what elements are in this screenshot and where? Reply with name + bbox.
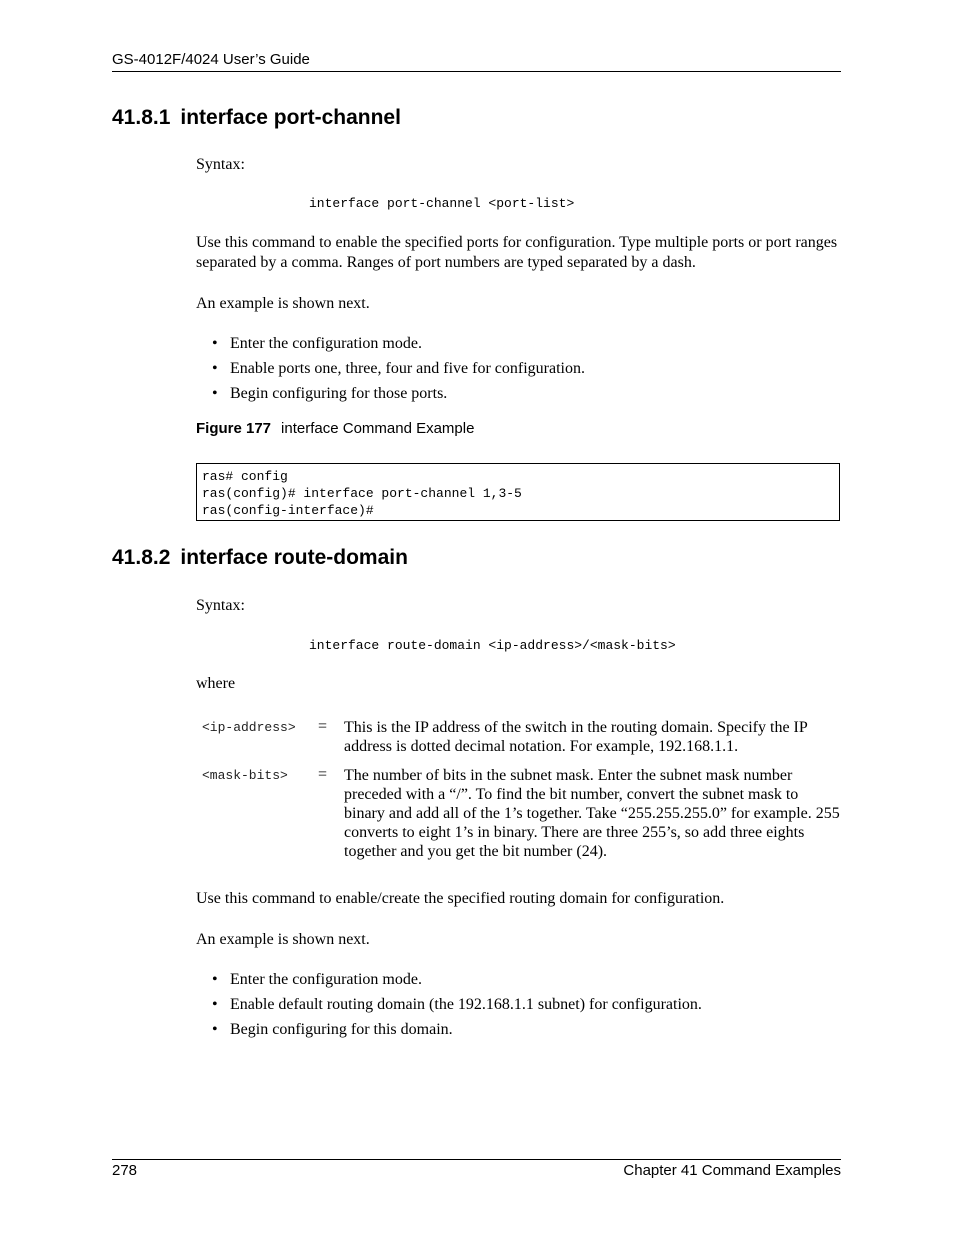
bullet-icon: • xyxy=(212,1021,218,1038)
section-number: 41.8.1 xyxy=(112,106,171,129)
footer-divider xyxy=(112,1159,841,1160)
definition-description: The number of bits in the subnet mask. Enter the subnet mask number preceded with a “/”. To find the bit number, convert the subnet mask to binary and add all of the 1’s together. Take “255.255.255.0” for example. 255 converts to eight 1’s in binary. There are three 255’s, so add three eights together and you get the bit number (24). xyxy=(344,767,840,860)
header-divider xyxy=(112,71,841,72)
bullet-icon: • xyxy=(212,335,218,352)
definition-term: <mask-bits> xyxy=(202,768,288,783)
definition-equals: = xyxy=(318,718,328,735)
syntax-label: Syntax: xyxy=(196,156,245,173)
syntax-label: Syntax: xyxy=(196,597,245,614)
definition-row xyxy=(196,718,841,766)
description-paragraph: Use this command to enable/create the specified routing domain for configuration. xyxy=(196,890,725,907)
description-paragraph: Use this command to enable the specified ports for configuration. Type multiple ports or port ranges separated by a comma. Ranges of port numbers are typed separated by a dash. xyxy=(196,234,838,271)
figure-caption xyxy=(196,420,474,437)
code-example-box xyxy=(196,463,840,521)
figure-label: Figure 177 xyxy=(196,420,272,437)
example-intro: An example is shown next. xyxy=(196,931,370,948)
bullet-icon: • xyxy=(212,385,218,402)
chapter-title: Chapter 41 Command Examples xyxy=(623,1162,841,1179)
where-label: where xyxy=(196,675,236,692)
page-number: 278 xyxy=(112,1162,138,1179)
definition-row xyxy=(196,766,841,861)
code-line: ras(config)# interface port-channel 1,3-5 xyxy=(202,486,522,501)
list-item: • Enter the configuration mode. xyxy=(212,971,422,988)
example-intro: An example is shown next. xyxy=(196,295,370,312)
code-line: ras(config-interface)# xyxy=(202,503,374,518)
definition-equals: = xyxy=(318,766,328,783)
section-heading-route-domain xyxy=(112,546,408,570)
list-item: • Enable ports one, three, four and five for configuration. xyxy=(212,360,585,377)
code-line: ras# config xyxy=(202,469,288,484)
steps-list xyxy=(196,334,585,409)
bullet-icon: • xyxy=(212,996,218,1013)
section-heading-port-channel xyxy=(112,106,401,130)
running-header: GS-4012F/4024 User’s Guide xyxy=(112,51,310,68)
list-item: • Begin configuring for those ports. xyxy=(212,385,448,402)
syntax-code: interface route-domain <ip-address>/<mask-bits> xyxy=(309,638,676,653)
list-item: • Enter the configuration mode. xyxy=(212,335,422,352)
list-item: • Begin configuring for this domain. xyxy=(212,1021,453,1038)
definition-description: This is the IP address of the switch in the routing domain. Specify the IP address is dotted decimal notation. For example, 192.168.1.1. xyxy=(344,719,808,755)
section-title: interface route-domain xyxy=(180,546,408,569)
section-number: 41.8.2 xyxy=(112,546,171,569)
definition-term: <ip-address> xyxy=(202,720,296,735)
list-item: • Enable default routing domain (the 192.168.1.1 subnet) for configuration. xyxy=(212,996,702,1013)
parameter-definitions xyxy=(196,718,841,861)
steps-list xyxy=(196,970,702,1045)
section-title: interface port-channel xyxy=(180,106,401,129)
bullet-icon: • xyxy=(212,360,218,377)
syntax-code: interface port-channel <port-list> xyxy=(309,196,575,211)
figure-title: interface Command Example xyxy=(281,420,475,437)
bullet-icon: • xyxy=(212,971,218,988)
